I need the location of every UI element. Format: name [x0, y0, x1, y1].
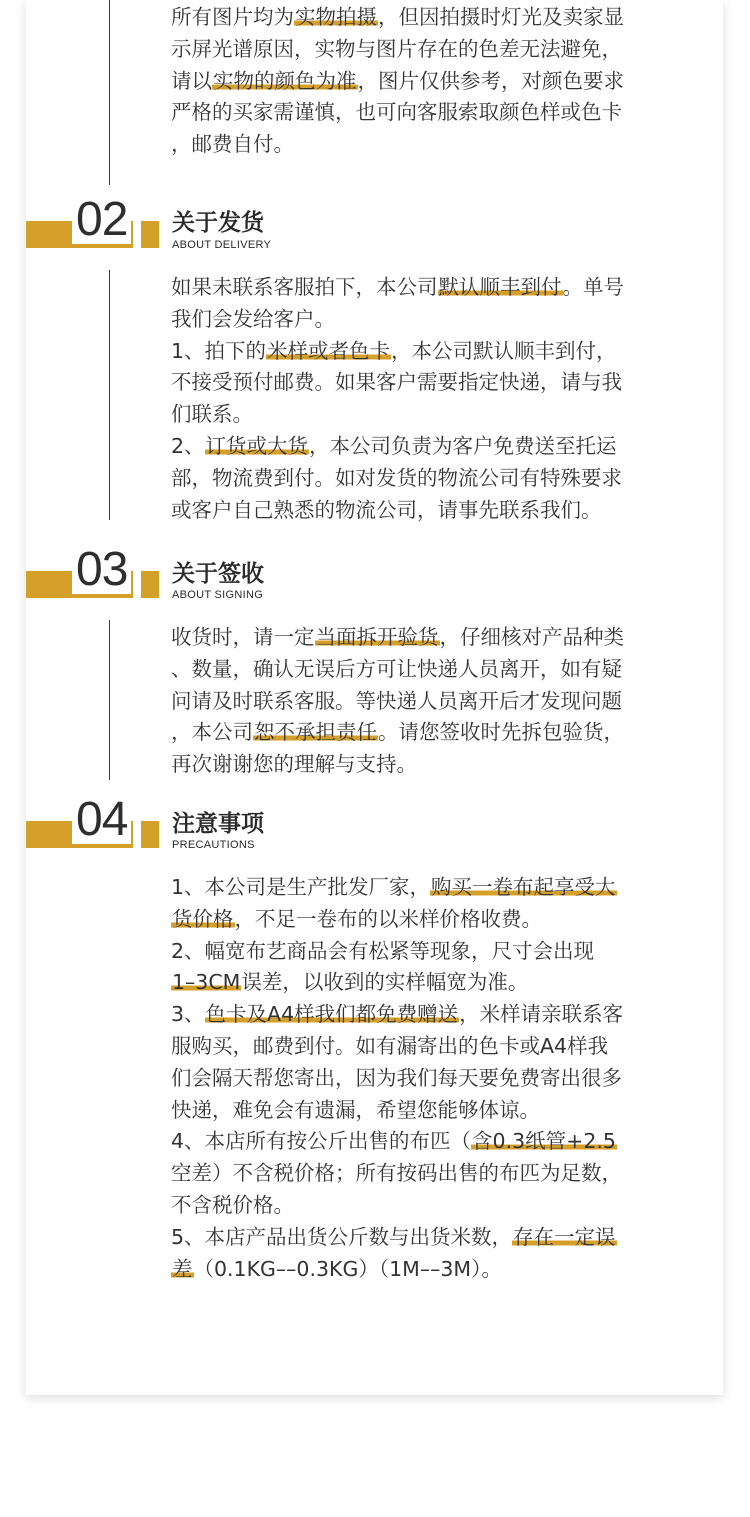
text-line	[171, 1158, 686, 1190]
text-line	[171, 1254, 686, 1286]
text-line	[171, 936, 686, 968]
highlighted-text: 默认顺丰到付	[438, 275, 562, 299]
text-segment: 们联系。	[171, 402, 253, 427]
text-line	[171, 717, 686, 749]
text-line	[171, 999, 686, 1031]
text-segment: 误差，以收到的实样幅宽为准。	[241, 970, 529, 995]
section-timeline-line	[109, 0, 110, 185]
text-line	[171, 272, 686, 304]
text-segment: 严格的买家需谨慎，也可向客服索取颜色样或色卡	[171, 100, 622, 125]
section-number: 03	[72, 546, 131, 594]
section-band-marker	[141, 221, 159, 248]
text-segment: 或客户自己熟悉的物流公司，请事先联系我们。	[171, 497, 602, 522]
text-line	[171, 872, 686, 904]
text-segment: 所有图片均为	[171, 5, 294, 29]
text-segment: 空差）不含税价格；所有按码出售的布匹为足数，	[171, 1161, 622, 1186]
text-segment: ，本公司负责为客户免费送至托运	[309, 433, 617, 458]
text-segment: ，仔细核对产品种类	[439, 625, 624, 649]
text-segment: 5、本店产品出货公斤数与出货米数，	[171, 1224, 513, 1249]
section-subtitle: ABOUT DELIVERY	[172, 239, 272, 251]
highlighted-text: 色卡及A4样我们都免费赠送	[205, 1002, 459, 1027]
text-line	[171, 686, 686, 718]
text-segment: （0.1KG––0.3KG）（1M––3M）。	[193, 1256, 502, 1281]
text-segment: 不接受预付邮费。如果客户需要指定快递，请与我	[171, 370, 622, 395]
text-segment: 3、	[171, 1002, 205, 1027]
text-line	[171, 1095, 686, 1127]
text-segment: 2、幅宽布艺商品会有松紧等现象，尺寸会出现	[171, 938, 595, 963]
text-segment: 再次谢谢您的理解与支持。	[171, 752, 417, 777]
text-line	[171, 1190, 686, 1222]
text-line	[171, 367, 686, 399]
text-segment: 1、拍下的	[171, 338, 267, 363]
highlighted-text: 差	[172, 1256, 193, 1281]
text-segment: 。请您签收时先拆包验货，	[378, 720, 624, 745]
text-line	[171, 1126, 686, 1158]
highlighted-text: 货价格	[172, 906, 234, 931]
text-segment: 问请及时联系客服。等快递人员离开后才发现问题	[171, 688, 622, 713]
section-body	[171, 872, 686, 1285]
text-line	[171, 1031, 686, 1063]
text-line	[171, 129, 686, 161]
text-line	[171, 34, 686, 66]
highlighted-text: 当面拆开验货	[315, 625, 439, 649]
section-band-marker	[141, 571, 159, 598]
highlighted-text: 实物拍摄	[295, 5, 377, 29]
text-line	[171, 97, 686, 129]
text-segment: 、数量，确认无误后方可让快递人员离开，如有疑	[171, 656, 622, 681]
section-number: 02	[72, 196, 131, 244]
section-title: 注意事项	[172, 811, 264, 837]
text-segment: ，邮费自付。	[171, 132, 294, 157]
text-segment: 我们会发给客户。	[171, 306, 335, 331]
text-line	[171, 495, 686, 527]
text-segment: ，不足一卷布的以米样价格收费。	[234, 906, 542, 931]
highlighted-text: 米样或者色卡	[267, 338, 391, 363]
text-line	[171, 463, 686, 495]
text-segment: 如果未联系客服拍下，本公司	[171, 275, 438, 299]
text-segment: 收货时，请一定	[171, 625, 315, 649]
highlighted-text: 含0.3纸管+2.5	[472, 1129, 616, 1154]
text-line	[171, 399, 686, 431]
text-line	[171, 654, 686, 686]
section-title: 关于签收	[172, 561, 264, 587]
text-segment: 1、本公司是生产批发厂家，	[171, 875, 431, 899]
text-segment: ，图片仅供参考，对颜色要求	[357, 68, 624, 93]
text-segment: ，本公司	[171, 720, 253, 745]
text-segment: ，本公司默认顺丰到付，	[391, 338, 617, 363]
text-segment: 服购买，邮费到付。如有漏寄出的色卡或A4样我	[171, 1033, 609, 1058]
text-line	[171, 2, 686, 34]
highlighted-text: 实物的颜色为准	[213, 68, 357, 93]
text-segment: 不含税价格。	[171, 1192, 294, 1217]
section-body	[171, 622, 686, 781]
text-segment: 部，物流费到付。如对发货的物流公司有特殊要求	[171, 465, 622, 490]
section-body	[171, 2, 686, 161]
text-line	[171, 431, 686, 463]
text-line	[171, 304, 686, 336]
section-number: 04	[72, 796, 131, 844]
highlighted-text: 存在一定误	[513, 1224, 616, 1249]
text-segment: 。单号	[562, 275, 624, 299]
highlighted-text: 订货或大货	[205, 433, 309, 458]
text-segment: 请以	[171, 68, 212, 93]
highlighted-text: 1–3CM	[172, 970, 241, 995]
section-band-marker	[141, 821, 159, 848]
section-timeline-line	[109, 620, 110, 780]
text-segment: 2、	[171, 433, 205, 458]
highlighted-text: 购买一卷布起享受大	[431, 875, 616, 899]
text-segment: ，但因拍摄时灯光及卖家显	[378, 5, 624, 29]
highlighted-text: 恕不承担责任	[254, 720, 377, 745]
text-segment: 示屏光谱原因，实物与图片存在的色差无法避免，	[171, 36, 622, 61]
text-segment: 们会隔天帮您寄出，因为我们每天要免费寄出很多	[171, 1065, 622, 1090]
section-body	[171, 272, 686, 526]
text-line	[171, 749, 686, 781]
text-line	[171, 66, 686, 98]
text-line	[171, 1222, 686, 1254]
text-line	[171, 336, 686, 368]
text-line	[171, 622, 686, 654]
section-subtitle: ABOUT SIGNING	[172, 589, 264, 601]
text-segment: 快递，难免会有遗漏，希望您能够体谅。	[171, 1097, 540, 1122]
text-segment: ，米样请亲联系客	[459, 1002, 624, 1027]
text-line	[171, 1063, 686, 1095]
text-segment: 4、本店所有按公斤出售的布匹（	[171, 1129, 472, 1154]
section-subtitle: PRECAUTIONS	[172, 839, 255, 851]
text-line	[171, 904, 686, 936]
section-timeline-line	[109, 270, 110, 520]
section-title: 关于发货	[172, 210, 264, 236]
text-line	[171, 967, 686, 999]
